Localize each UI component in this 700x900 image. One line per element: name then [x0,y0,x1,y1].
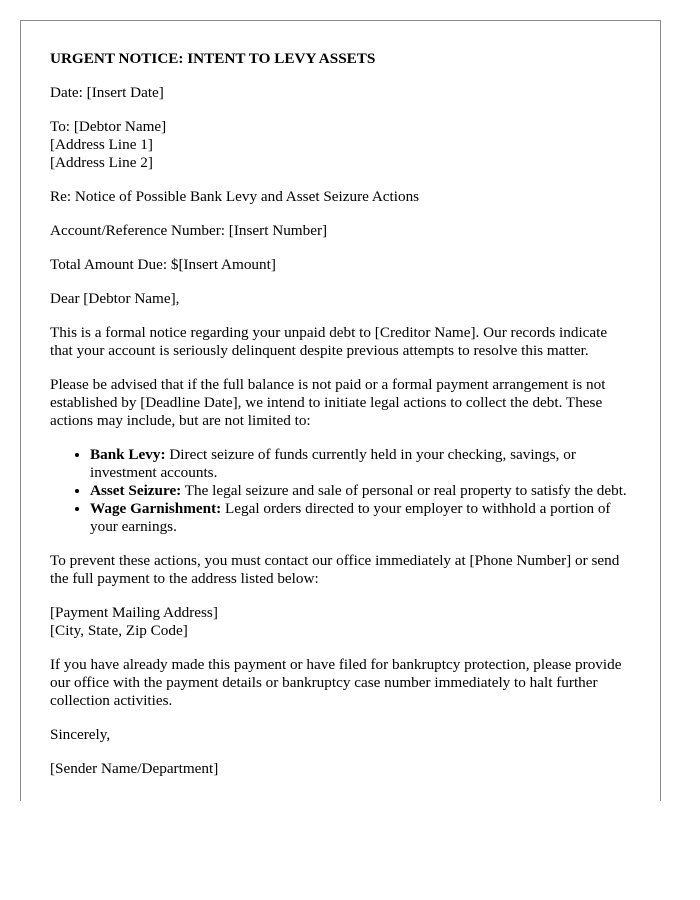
list-item-term: Asset Seizure: [90,482,182,499]
list-item-wage-garnishment [90,500,630,536]
list-item-text: Direct seizure of funds currently held in your checking, savings, or investment accounts. [90,446,576,481]
address-line-1: [Address Line 1] [50,136,153,153]
amount-due-line: Total Amount Due: $[Insert Amount] [50,256,276,273]
actions-list [50,446,630,536]
address-line-2: [Address Line 2] [50,154,153,171]
list-item-term: Bank Levy: [90,446,166,463]
list-item-asset-seizure [90,482,630,500]
payment-address-line-1: [Payment Mailing Address] [50,604,218,621]
paragraph-intro: This is a formal notice regarding your unpaid debt to [Creditor Name]. Our records indicate that your account is seriously delinquent despite previous attempts to resolve this matter. [50,324,608,359]
closing: Sincerely, [50,726,111,743]
recipient-address [50,118,630,172]
list-item-term: Wage Garnishment: [90,500,222,517]
list-item-text: The legal seizure and sale of personal or real property to satisfy the debt. [181,482,627,499]
paragraph-prevent: To prevent these actions, you must contact our office immediately at [Phone Number] or send the full payment to the address listed below: [50,552,620,587]
letter-title: URGENT NOTICE: INTENT TO LEVY ASSETS [50,50,376,67]
letter-body [50,50,630,794]
sender-line: [Sender Name/Department] [50,760,219,777]
salutation: Dear [Debtor Name], [50,290,180,307]
payment-address [50,604,630,640]
list-item-bank-levy [90,446,630,482]
list-item-text: Legal orders directed to your employer to withhold a portion of your earnings. [90,500,611,535]
to-line: To: [Debtor Name] [50,118,167,135]
re-line: Re: Notice of Possible Bank Levy and Asset Seizure Actions [50,188,420,205]
paragraph-warning: Please be advised that if the full balance is not paid or a formal payment arrangement is not established by [Deadline Date], we intend to initiate legal actions to collect the debt. These actions may include, but are not limited to: [50,376,606,429]
payment-address-line-2: [City, State, Zip Code] [50,622,188,639]
account-number-line: Account/Reference Number: [Insert Number] [50,222,328,239]
letter-page [20,20,661,801]
date-line: Date: [Insert Date] [50,84,164,101]
paragraph-bankruptcy: If you have already made this payment or have filed for bankruptcy protection, please provide our office with the payment details or bankruptcy case number immediately to halt further collection activities. [50,656,622,709]
